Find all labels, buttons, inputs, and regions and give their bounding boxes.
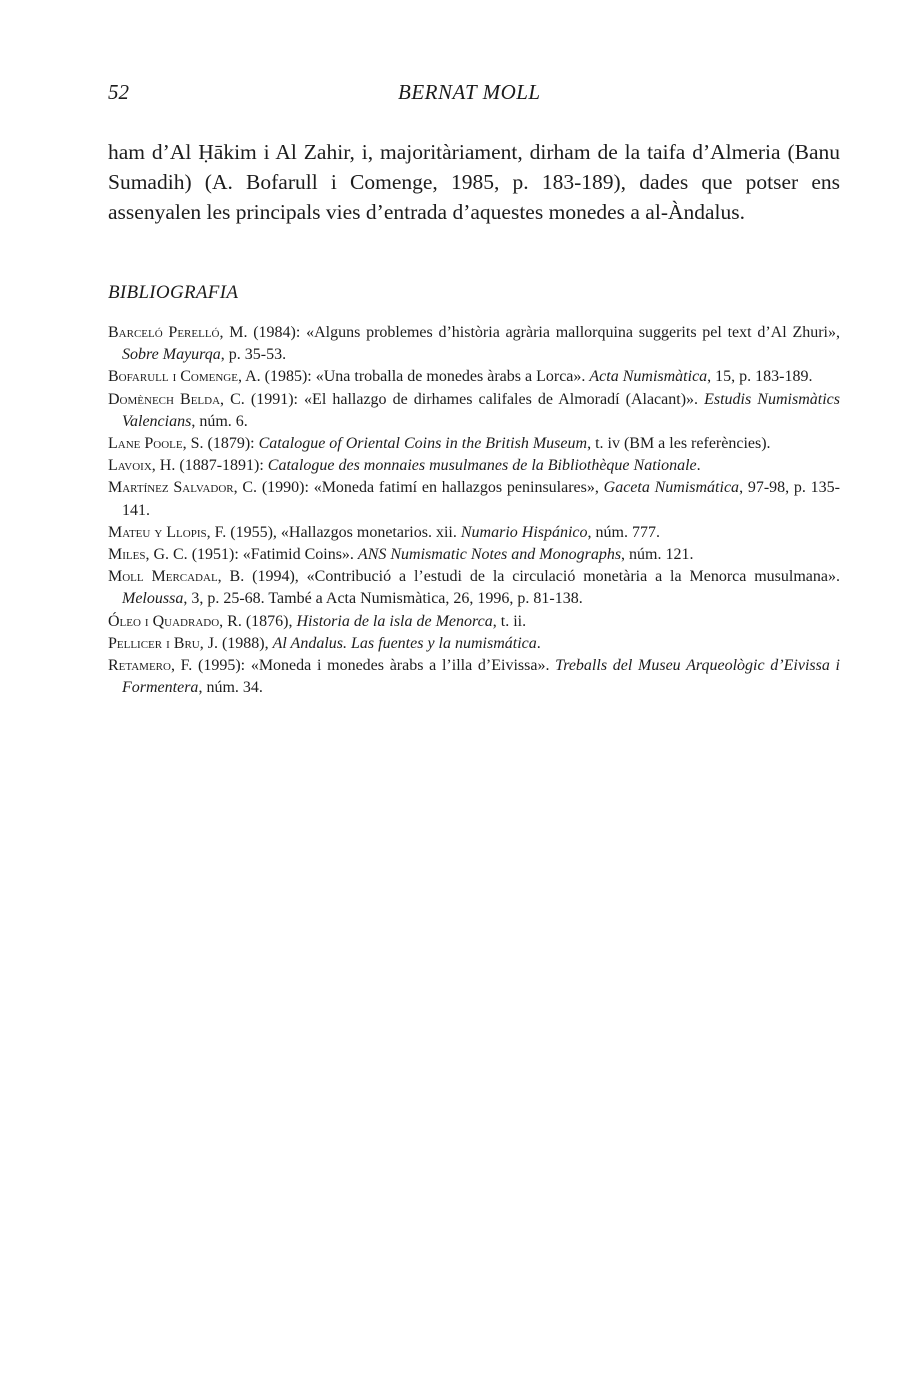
entry-details: , núm. 777. — [587, 523, 660, 541]
entry-details: , t. ii. — [492, 612, 527, 630]
bibliography-entry — [108, 522, 840, 544]
running-title: BERNAT MOLL — [398, 80, 541, 104]
entry-details: , núm. 34. — [198, 679, 263, 697]
entry-title: Gaceta Numismática — [603, 479, 740, 497]
entry-author: Retamero, F. — [108, 657, 193, 675]
entry-author: Domènech Belda, C. — [108, 390, 245, 408]
entry-text: (1995): «Moneda i monedes àrabs a l’illa d’Eivissa». — [192, 657, 556, 675]
bibliography-entry — [108, 366, 840, 388]
entry-text: (1990): «Moneda fatimí en hallazgos peninsulares», — [257, 479, 604, 497]
bibliography-list — [108, 322, 840, 699]
entry-details: , t. iv (BM a les referències). — [587, 435, 771, 453]
entry-author: Barceló Perelló, M. — [108, 324, 248, 341]
entry-details: , núm. 121. — [621, 546, 694, 564]
entry-text: (1988), — [217, 634, 273, 652]
page-number: 52 — [108, 80, 129, 104]
bibliography-entry — [108, 455, 840, 477]
bibliography-entry — [108, 544, 840, 566]
entry-author: Martínez Salvador, C. — [108, 479, 258, 497]
entry-title: Catalogue des monnaies musulmanes de la Bibliothèque Nationale — [267, 457, 697, 475]
entry-title: ANS Numismatic Notes and Monographs — [357, 546, 622, 564]
bibliography-entry — [108, 389, 840, 433]
entry-details: . — [536, 634, 541, 652]
entry-title: Sobre Mayurqa — [122, 346, 221, 364]
entry-title: Meloussa — [122, 590, 184, 608]
entry-title: Acta Numismàtica — [589, 368, 708, 386]
bibliography-entry — [108, 655, 840, 699]
bibliography-entry — [108, 477, 840, 521]
bibliography-entry — [108, 322, 840, 366]
bibliography-entry — [108, 566, 840, 610]
entry-title: Catalogue of Oriental Coins in the British Museum — [258, 435, 588, 453]
entry-title: Numario Hispánico — [460, 523, 588, 541]
entry-details: . — [696, 457, 701, 475]
entry-author: Miles, G. C. — [108, 546, 188, 564]
entry-author: Lavoix, H. — [108, 457, 176, 475]
entry-title: Al Andalus. Las fuentes y la numismática — [272, 634, 537, 652]
entry-author: Óleo i Quadrado, R. — [108, 612, 242, 630]
entry-title: Estudis Numismàtics Valencians — [122, 390, 840, 430]
entry-author: Lane Poole, S. — [108, 435, 204, 453]
entry-text: (1887-1891): — [175, 457, 268, 475]
entry-author: Bofarull i Comenge, A. — [108, 368, 261, 386]
entry-text: (1984): «Alguns problemes d’història agrària mallorquina suggerits pel text d’Al Zhuri», — [247, 324, 840, 341]
entry-author: Pellicer i Bru, J. — [108, 634, 218, 652]
entry-author: Moll Mercadal, B. — [108, 568, 245, 586]
bibliography-entry — [108, 433, 840, 455]
entry-text: (1951): «Fatimid Coins». — [187, 546, 358, 564]
bibliography-entry — [108, 611, 840, 633]
entry-text: (1985): «Una troballa de monedes àrabs a Lorca». — [260, 368, 590, 386]
entry-text: (1994), «Contribució a l’estudi de la circulació monetària a la Menorca musulmana». — [244, 568, 841, 586]
entry-text: (1879): — [203, 435, 259, 453]
entry-details: , núm. 6. — [191, 412, 248, 430]
running-head — [108, 80, 838, 110]
entry-details: , p. 35-53. — [220, 346, 287, 364]
bibliography-entry — [108, 633, 840, 655]
entry-title: Treballs del Museu Arqueològic d’Eivissa i Formentera — [122, 657, 841, 697]
entry-title: Historia de la isla de Menorca — [296, 612, 493, 630]
entry-author: Mateu y Llopis, F. — [108, 523, 227, 541]
entry-text: (1955), «Hallazgos monetarios. xii. — [226, 523, 461, 541]
entry-details: , 15, p. 183-189. — [707, 368, 813, 386]
entry-details: , 3, p. 25-68. També a Acta Numismàtica, 26, 1996, p. 81-138. — [183, 590, 583, 608]
entry-details: , 97-98, p. 135-141. — [122, 479, 841, 519]
entry-text: (1876), — [241, 612, 297, 630]
body-paragraph: ham d’Al Ḥākim i Al Zahir, i, majoritàriament, dirham de la taifa d’Almeria (Banu Sumadih) (A. Bofarull i Comenge, 1985, p. 183-189), dades que potser ens assenyalen les principals vies d’entrada d’aquestes monedes a al-Àndalus. — [108, 140, 840, 224]
entry-text: (1991): «El hallazgo de dirhames califales de Almoradí (Alacant)». — [244, 390, 705, 408]
bibliography-heading: BIBLIOGRAFIA — [108, 282, 239, 303]
